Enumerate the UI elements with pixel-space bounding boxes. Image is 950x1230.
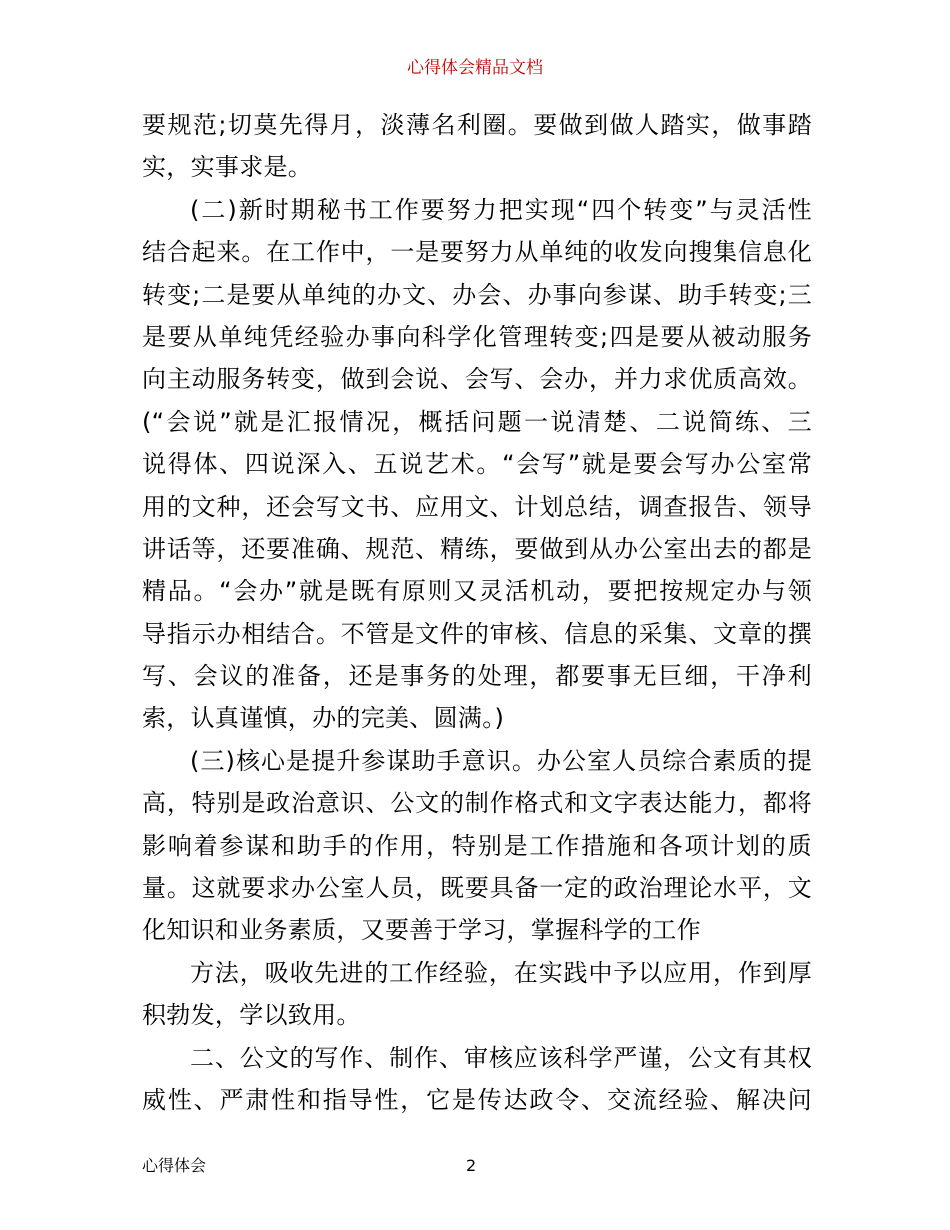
text-line: (三)核心是提升参谋助手意识。办公室人员综合素质的提 bbox=[190, 746, 812, 775]
text-line: 写、会议的准备，还是事务的处理，都要事无巨细，干净利 bbox=[142, 662, 812, 691]
text-line: 导指示办相结合。不管是文件的审核、信息的采集、文章的撰 bbox=[142, 619, 812, 648]
page-footer-label: 心得体会 bbox=[142, 1156, 207, 1175]
text-line: 是要从单纯凭经验办事向科学化管理转变;四是要从被动服务 bbox=[142, 322, 812, 351]
text-line: 二、公文的写作、制作、审核应该科学严谨，公文有其权 bbox=[190, 1043, 812, 1072]
text-line: 向主动服务转变，做到会说、会写、会办，并力求优质高效。 bbox=[142, 365, 812, 394]
text-line: 积勃发，学以致用。 bbox=[142, 1001, 361, 1030]
text-line: 量。这就要求办公室人员，既要具备一定的政治理论水平，文 bbox=[142, 874, 812, 903]
text-line: 讲话等，还要准确、规范、精练，要做到从办公室出去的都是 bbox=[142, 534, 812, 563]
text-line: (“会说”就是汇报情况，概括问题一说清楚、二说简练、三 bbox=[142, 407, 812, 436]
text-line: 实，实事求是。 bbox=[142, 153, 313, 182]
document-body bbox=[142, 104, 812, 1121]
text-line: 转变;二是要从单纯的办文、办会、办事向参谋、助手转变;三 bbox=[142, 280, 812, 309]
text-line: 索，认真谨慎，办的完美、圆满。) bbox=[142, 704, 505, 733]
page-number: 2 bbox=[466, 1156, 477, 1175]
text-line: 影响着参谋和助手的作用，特别是工作措施和各项计划的质 bbox=[142, 831, 812, 860]
text-line: 威性、严肃性和指导性，它是传达政令、交流经验、解决问 bbox=[142, 1085, 812, 1114]
text-line: 化知识和业务素质，又要善于学习，掌握科学的工作 bbox=[142, 916, 701, 945]
text-line: 高，特别是政治意识、公文的制作格式和文字表达能力，都将 bbox=[142, 789, 812, 818]
text-line: (二)新时期秘书工作要努力把实现“四个转变”与灵活性 bbox=[190, 195, 812, 224]
page-header-title: 心得体会精品文档 bbox=[407, 58, 543, 78]
text-line: 方法，吸收先进的工作经验，在实践中予以应用，作到厚 bbox=[190, 958, 812, 987]
text-line: 用的文种，还会写文书、应用文、计划总结，调查报告、领导 bbox=[142, 492, 812, 521]
text-line: 要规范;切莫先得月，淡薄名利圈。要做到做人踏实，做事踏 bbox=[142, 111, 812, 139]
text-line: 精品。“会办”就是既有原则又灵活机动，要把按规定办与领 bbox=[142, 577, 812, 606]
text-line: 结合起来。在工作中，一是要努力从单纯的收发向搜集信息化 bbox=[142, 238, 812, 267]
text-line: 说得体、四说深入、五说艺术。“会写”就是要会写办公室常 bbox=[142, 450, 812, 479]
